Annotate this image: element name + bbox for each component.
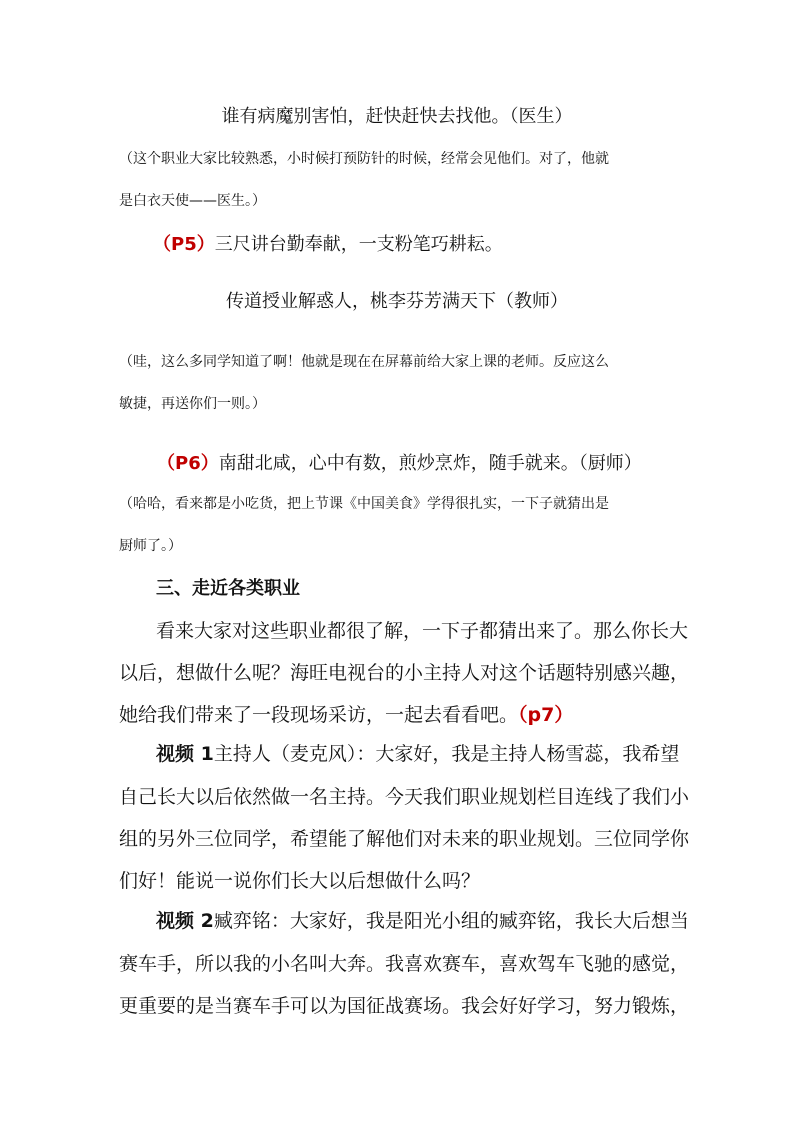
video1-line2: 自己长大以后依然做一名主持。今天我们职业规划栏目连线了我们小: [119, 786, 690, 808]
riddle-chef: [157, 455, 642, 473]
note-chef-line1: （哈哈，看来都是小吃货，把上节课《中国美食》学得很扎实，一下子就猜出是: [119, 496, 609, 512]
para1-line3: [119, 706, 573, 725]
note-teacher-line1: （哇，这么多同学知道了啊！他就是现在在屏幕前给大家上课的老师。反应这么: [119, 354, 609, 370]
riddle-doctor: [0, 108, 794, 126]
section-heading: 三、走近各类职业: [156, 578, 300, 599]
video2-line1-text: 臧弈铭：大家好，我是阳光小组的臧弈铭，我长大后想当: [213, 910, 689, 932]
video1-label: 视频 1: [156, 743, 214, 765]
video2-label: 视频 2: [156, 910, 214, 932]
para1-line1: 看来大家对这些职业都很了解，一下子都猜出来了。那么你长大: [156, 620, 689, 642]
video2-line1: [156, 912, 689, 931]
note-teacher-line2: 敏捷，再送你们一则。）: [119, 396, 266, 412]
riddle-teacher-line1: [153, 236, 503, 254]
video1-line3: 组的另外三位同学，希望能了解他们对未来的职业规划。三位同学你: [119, 828, 690, 850]
riddle-teacher-text-1: 三尺讲台勤奉献，一支粉笔巧耕耘。: [214, 234, 503, 255]
page-tag-p5: （P5）: [153, 234, 215, 255]
para1-line2: 以后，想做什么呢？海旺电视台的小主持人对这个话题特别感兴趣，: [119, 662, 690, 684]
page-tag-p7: （p7）: [518, 704, 574, 726]
video1-line1: [156, 745, 679, 764]
video2-line2: 赛车手，所以我的小名叫大奔。我喜欢赛车，喜欢驾车飞驰的感觉，: [119, 953, 690, 975]
note-doctor-line2: 是白衣天使——医生。）: [119, 193, 266, 209]
riddle-teacher-line2: 传道授业解惑人，桃李芬芳满天下（教师）: [226, 291, 568, 312]
note-chef-line2: 厨师了。）: [119, 538, 182, 554]
riddle-doctor-text: 谁有病魔别害怕，赶快赶快去找他。（医生）: [221, 106, 573, 127]
video1-line1-text: 主持人（麦克风）：大家好，我是主持人杨雪蕊，我希望: [213, 743, 680, 765]
note-doctor-line1: （这个职业大家比较熟悉，小时候打预防针的时候，经常会见他们。对了，他就: [119, 151, 609, 167]
video1-line4: 们好！能说一说你们长大以后想做什么吗？: [119, 870, 481, 892]
page-tag-p6: （P6）: [157, 453, 219, 474]
para1-line3-text: 她给我们带来了一段现场采访，一起去看看吧。: [119, 704, 519, 726]
riddle-chef-text: 南甜北咸，心中有数，煎炒烹炸，随手就来。（厨师）: [218, 453, 642, 474]
video2-line3: 更重要的是当赛车手可以为国征战赛场。我会好好学习，努力锻炼，: [119, 995, 690, 1017]
